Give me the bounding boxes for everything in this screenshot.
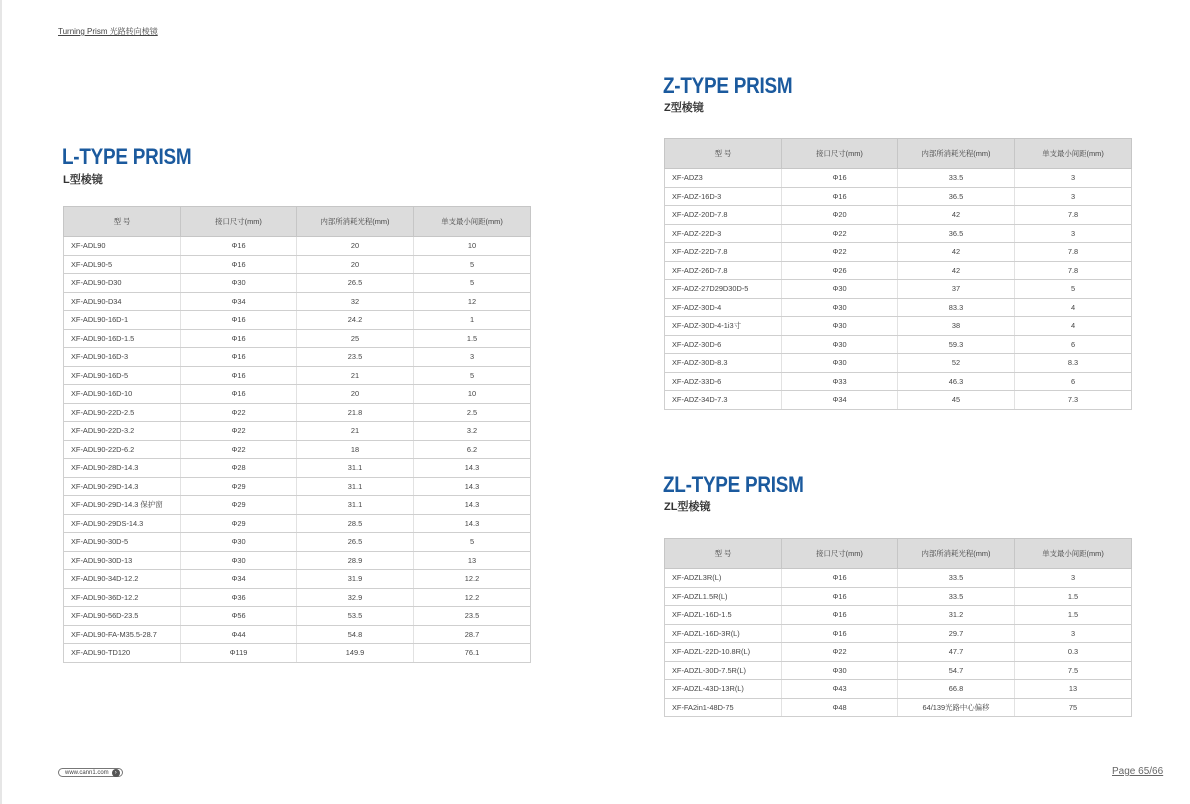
table-cell: 33.5 bbox=[898, 169, 1015, 188]
table-cell: 42 bbox=[898, 206, 1015, 225]
table-row bbox=[64, 348, 531, 367]
table-cell: XF-ADZL-16D-3R(L) bbox=[665, 624, 782, 643]
table-row bbox=[64, 644, 531, 663]
table-cell: 3 bbox=[1015, 624, 1132, 643]
table-cell: 14.3 bbox=[414, 477, 531, 496]
table-cell: Φ30 bbox=[181, 533, 297, 552]
table-cell: XF-ADZL-16D-1.5 bbox=[665, 606, 782, 625]
table-cell: 5 bbox=[414, 366, 531, 385]
table-cell: Φ30 bbox=[782, 354, 898, 373]
table-cell: Φ16 bbox=[181, 311, 297, 330]
table-cell: 18 bbox=[297, 440, 414, 459]
table-cell: Φ22 bbox=[181, 440, 297, 459]
table-row bbox=[64, 440, 531, 459]
table-cell: Φ34 bbox=[782, 391, 898, 410]
table-cell: XF-ADZL-30D-7.5R(L) bbox=[665, 661, 782, 680]
table-cell: XF-ADZ-30D-4-1i3寸 bbox=[665, 317, 782, 336]
table-cell: 2.5 bbox=[414, 403, 531, 422]
table-cell: 23.5 bbox=[414, 607, 531, 626]
table-cell: XF-ADL90-34D-12.2 bbox=[64, 570, 181, 589]
table-cell: XF-ADL90-56D-23.5 bbox=[64, 607, 181, 626]
table-cell: 3.2 bbox=[414, 422, 531, 441]
footer-website-link[interactable] bbox=[58, 768, 123, 777]
table-cell: 5 bbox=[414, 255, 531, 274]
table-cell: XF-ADZ-16D-3 bbox=[665, 187, 782, 206]
l-type-table bbox=[63, 206, 531, 663]
table-cell: XF-ADL90-TD120 bbox=[64, 644, 181, 663]
table-cell: 6 bbox=[1015, 335, 1132, 354]
table-cell: XF-ADZ3 bbox=[665, 169, 782, 188]
table-cell: 42 bbox=[898, 261, 1015, 280]
table-cell: 83.3 bbox=[898, 298, 1015, 317]
table-cell: 31.1 bbox=[297, 477, 414, 496]
table-cell: Φ43 bbox=[782, 680, 898, 699]
table-cell: XF-ADZ-34D-7.3 bbox=[665, 391, 782, 410]
table-cell: XF-ADZL-22D-10.8R(L) bbox=[665, 643, 782, 662]
table-cell: Φ30 bbox=[782, 317, 898, 336]
table-cell: XF-ADZ-30D-8.3 bbox=[665, 354, 782, 373]
table-cell: XF-ADL90-29DS-14.3 bbox=[64, 514, 181, 533]
table-cell: 1.5 bbox=[414, 329, 531, 348]
table-cell: Φ26 bbox=[782, 261, 898, 280]
table-cell: 32 bbox=[297, 292, 414, 311]
table-cell: Φ33 bbox=[782, 372, 898, 391]
zl-type-table bbox=[664, 538, 1132, 717]
table-cell: XF-ADL90-22D-3.2 bbox=[64, 422, 181, 441]
table-cell: Φ22 bbox=[782, 243, 898, 262]
table-cell: 10 bbox=[414, 385, 531, 404]
z-type-subtitle: Z型棱镜 bbox=[664, 102, 704, 114]
table-cell: 14.3 bbox=[414, 514, 531, 533]
table-cell: XF-ADL90-28D-14.3 bbox=[64, 459, 181, 478]
table-cell: Φ30 bbox=[782, 280, 898, 299]
table-cell: 1.5 bbox=[1015, 606, 1132, 625]
table-cell: 20 bbox=[297, 237, 414, 256]
table-cell: 25 bbox=[297, 329, 414, 348]
table-row bbox=[665, 372, 1132, 391]
table-cell: 4 bbox=[1015, 317, 1132, 336]
table-cell: Φ34 bbox=[181, 570, 297, 589]
column-header: 型 号 bbox=[665, 139, 782, 169]
zl-type-title: ZL-TYPE PRISM bbox=[663, 472, 804, 497]
table-cell: 33.5 bbox=[898, 587, 1015, 606]
table-row bbox=[64, 311, 531, 330]
table-cell: Φ16 bbox=[181, 329, 297, 348]
table-cell: Φ30 bbox=[181, 551, 297, 570]
column-header: 单支最小间距(mm) bbox=[414, 207, 531, 237]
table-row bbox=[64, 496, 531, 515]
table-cell: 3 bbox=[414, 348, 531, 367]
table-cell: XF-ADZL-43D-13R(L) bbox=[665, 680, 782, 699]
table-cell: 29.7 bbox=[898, 624, 1015, 643]
table-cell: XF-ADZ-20D-7.8 bbox=[665, 206, 782, 225]
table-cell: 36.5 bbox=[898, 187, 1015, 206]
table-cell: 8.3 bbox=[1015, 354, 1132, 373]
table-row bbox=[665, 280, 1132, 299]
table-cell: Φ28 bbox=[181, 459, 297, 478]
table-row bbox=[665, 698, 1132, 717]
table-row bbox=[665, 335, 1132, 354]
table-row bbox=[64, 607, 531, 626]
table-cell: 20 bbox=[297, 385, 414, 404]
table-cell: 33.5 bbox=[898, 569, 1015, 588]
table-row bbox=[665, 643, 1132, 662]
column-header: 接口尺寸(mm) bbox=[181, 207, 297, 237]
page-number: Page 65/66 bbox=[1112, 766, 1164, 777]
table-row bbox=[64, 255, 531, 274]
table-cell: XF-ADL90-D30 bbox=[64, 274, 181, 293]
table-cell: Φ29 bbox=[181, 514, 297, 533]
table-row bbox=[64, 570, 531, 589]
table-cell: Φ16 bbox=[181, 385, 297, 404]
column-header: 接口尺寸(mm) bbox=[782, 539, 898, 569]
table-cell: XF-ADL90 bbox=[64, 237, 181, 256]
table-cell: 10 bbox=[414, 237, 531, 256]
table-cell: 12 bbox=[414, 292, 531, 311]
table-cell: 1.5 bbox=[1015, 587, 1132, 606]
table-cell: XF-ADL90-30D-13 bbox=[64, 551, 181, 570]
table-cell: XF-ADL90-FA-M35.5-28.7 bbox=[64, 625, 181, 644]
footer-url-text: www.cann1.com bbox=[65, 769, 109, 776]
table-row bbox=[665, 298, 1132, 317]
table-cell: 5 bbox=[1015, 280, 1132, 299]
table-cell: Φ44 bbox=[181, 625, 297, 644]
table-cell: Φ16 bbox=[181, 348, 297, 367]
table-cell: XF-ADL90-22D-6.2 bbox=[64, 440, 181, 459]
table-row bbox=[64, 551, 531, 570]
table-cell: 42 bbox=[898, 243, 1015, 262]
column-header: 内部所消耗光程(mm) bbox=[898, 539, 1015, 569]
table-cell: XF-ADL90-36D-12.2 bbox=[64, 588, 181, 607]
table-cell: 14.3 bbox=[414, 496, 531, 515]
table-cell: XF-ADZ-30D-4 bbox=[665, 298, 782, 317]
table-cell: 7.8 bbox=[1015, 243, 1132, 262]
z-type-table bbox=[664, 138, 1132, 410]
table-cell: XF-ADZ-22D-3 bbox=[665, 224, 782, 243]
table-cell: XF-ADZ-30D-6 bbox=[665, 335, 782, 354]
table-row bbox=[665, 243, 1132, 262]
table-cell: 4 bbox=[1015, 298, 1132, 317]
table-cell: 66.8 bbox=[898, 680, 1015, 699]
table-cell: Φ16 bbox=[782, 587, 898, 606]
table-cell: 7.8 bbox=[1015, 206, 1132, 225]
table-cell: XF-ADL90-30D-5 bbox=[64, 533, 181, 552]
table-cell: 21 bbox=[297, 366, 414, 385]
table-cell: 3 bbox=[1015, 169, 1132, 188]
table-cell: Φ22 bbox=[782, 224, 898, 243]
table-cell: XF-ADZ-27D29D30D-5 bbox=[665, 280, 782, 299]
table-cell: 28.7 bbox=[414, 625, 531, 644]
table-cell: XF-ADL90-29D-14.3 保护窗 bbox=[64, 496, 181, 515]
table-row bbox=[64, 329, 531, 348]
table-row bbox=[64, 588, 531, 607]
table-cell: XF-ADL90-16D-1 bbox=[64, 311, 181, 330]
column-header: 型 号 bbox=[665, 539, 782, 569]
table-cell: 0.3 bbox=[1015, 643, 1132, 662]
table-row bbox=[665, 187, 1132, 206]
table-cell: Φ16 bbox=[181, 255, 297, 274]
table-cell: Φ29 bbox=[181, 496, 297, 515]
table-row bbox=[665, 317, 1132, 336]
table-cell: 31.1 bbox=[297, 459, 414, 478]
table-row bbox=[64, 625, 531, 644]
table-cell: 36.5 bbox=[898, 224, 1015, 243]
table-cell: 45 bbox=[898, 391, 1015, 410]
table-cell: Φ30 bbox=[782, 661, 898, 680]
table-cell: XF-ADZL1.5R(L) bbox=[665, 587, 782, 606]
table-cell: 31.1 bbox=[297, 496, 414, 515]
table-cell: 14.3 bbox=[414, 459, 531, 478]
table-row bbox=[64, 477, 531, 496]
table-cell: 21.8 bbox=[297, 403, 414, 422]
table-cell: XF-ADL90-D34 bbox=[64, 292, 181, 311]
table-cell: Φ22 bbox=[782, 643, 898, 662]
table-cell: 13 bbox=[1015, 680, 1132, 699]
table-cell: 47.7 bbox=[898, 643, 1015, 662]
table-cell: Φ16 bbox=[181, 237, 297, 256]
table-cell: Φ29 bbox=[181, 477, 297, 496]
table-row bbox=[665, 624, 1132, 643]
table-cell: 20 bbox=[297, 255, 414, 274]
table-header bbox=[665, 539, 1132, 569]
table-cell: XF-ADL90-22D-2.5 bbox=[64, 403, 181, 422]
table-cell: Φ16 bbox=[181, 366, 297, 385]
table-cell: XF-ADL90-16D-5 bbox=[64, 366, 181, 385]
table-row bbox=[64, 533, 531, 552]
table-cell: Φ20 bbox=[782, 206, 898, 225]
table-row bbox=[665, 569, 1132, 588]
table-cell: 64/139光路中心偏移 bbox=[898, 698, 1015, 717]
table-row bbox=[665, 661, 1132, 680]
table-cell: 76.1 bbox=[414, 644, 531, 663]
table-cell: 53.5 bbox=[297, 607, 414, 626]
table-cell: 7.3 bbox=[1015, 391, 1132, 410]
table-cell: 23.5 bbox=[297, 348, 414, 367]
table-cell: Φ22 bbox=[181, 403, 297, 422]
table-cell: 37 bbox=[898, 280, 1015, 299]
table-cell: XF-ADZ-33D-6 bbox=[665, 372, 782, 391]
table-row bbox=[64, 274, 531, 293]
table-header bbox=[665, 139, 1132, 169]
table-cell: 59.3 bbox=[898, 335, 1015, 354]
arrow-right-icon: › bbox=[112, 769, 120, 777]
table-cell: Φ56 bbox=[181, 607, 297, 626]
table-cell: XF-ADZ-22D-7.8 bbox=[665, 243, 782, 262]
table-cell: XF-ADL90-5 bbox=[64, 255, 181, 274]
table-cell: Φ30 bbox=[181, 274, 297, 293]
table-cell: 13 bbox=[414, 551, 531, 570]
breadcrumb-link[interactable]: Turning Prism 光路转向棱镜 bbox=[58, 27, 158, 36]
table-row bbox=[64, 292, 531, 311]
table-row bbox=[64, 459, 531, 478]
table-cell: 26.5 bbox=[297, 274, 414, 293]
table-row bbox=[665, 587, 1132, 606]
table-cell: 52 bbox=[898, 354, 1015, 373]
table-cell: 149.9 bbox=[297, 644, 414, 663]
table-cell: 75 bbox=[1015, 698, 1132, 717]
table-cell: 7.5 bbox=[1015, 661, 1132, 680]
table-cell: XF-ADZ-26D-7.8 bbox=[665, 261, 782, 280]
table-row bbox=[64, 385, 531, 404]
table-row bbox=[64, 403, 531, 422]
table-cell: 3 bbox=[1015, 569, 1132, 588]
table-cell: 7.8 bbox=[1015, 261, 1132, 280]
table-cell: Φ36 bbox=[181, 588, 297, 607]
column-header: 内部所消耗光程(mm) bbox=[297, 207, 414, 237]
table-row bbox=[665, 680, 1132, 699]
table-cell: XF-ADL90-16D-3 bbox=[64, 348, 181, 367]
table-cell: Φ16 bbox=[782, 606, 898, 625]
table-cell: 12.2 bbox=[414, 588, 531, 607]
table-cell: 28.9 bbox=[297, 551, 414, 570]
table-cell: Φ22 bbox=[181, 422, 297, 441]
z-type-title: Z-TYPE PRISM bbox=[663, 73, 793, 98]
table-cell: 12.2 bbox=[414, 570, 531, 589]
table-cell: Φ16 bbox=[782, 569, 898, 588]
table-cell: 28.5 bbox=[297, 514, 414, 533]
table-cell: 31.2 bbox=[898, 606, 1015, 625]
table-cell: 38 bbox=[898, 317, 1015, 336]
table-cell: Φ16 bbox=[782, 187, 898, 206]
table-cell: 24.2 bbox=[297, 311, 414, 330]
table-cell: XF-ADL90-16D-1.5 bbox=[64, 329, 181, 348]
table-cell: 3 bbox=[1015, 224, 1132, 243]
table-cell: XF-ADL90-16D-10 bbox=[64, 385, 181, 404]
l-type-title: L-TYPE PRISM bbox=[62, 144, 192, 169]
table-cell: 3 bbox=[1015, 187, 1132, 206]
table-cell: 54.7 bbox=[898, 661, 1015, 680]
table-cell: Φ16 bbox=[782, 169, 898, 188]
table-cell: Φ119 bbox=[181, 644, 297, 663]
table-row bbox=[665, 261, 1132, 280]
table-cell: 5 bbox=[414, 533, 531, 552]
table-cell: Φ48 bbox=[782, 698, 898, 717]
table-header bbox=[64, 207, 531, 237]
table-cell: Φ30 bbox=[782, 298, 898, 317]
table-cell: 21 bbox=[297, 422, 414, 441]
column-header: 接口尺寸(mm) bbox=[782, 139, 898, 169]
zl-type-subtitle: ZL型棱镜 bbox=[664, 501, 711, 513]
table-row bbox=[665, 606, 1132, 625]
table-cell: XF-ADZL3R(L) bbox=[665, 569, 782, 588]
table-cell: 31.9 bbox=[297, 570, 414, 589]
table-cell: Φ34 bbox=[181, 292, 297, 311]
table-cell: 6 bbox=[1015, 372, 1132, 391]
table-row bbox=[665, 391, 1132, 410]
page-edge bbox=[0, 0, 2, 804]
table-cell: 1 bbox=[414, 311, 531, 330]
table-row bbox=[665, 224, 1132, 243]
column-header: 单支最小间距(mm) bbox=[1015, 539, 1132, 569]
table-cell: 54.8 bbox=[297, 625, 414, 644]
table-row bbox=[665, 206, 1132, 225]
table-row bbox=[64, 514, 531, 533]
column-header: 单支最小间距(mm) bbox=[1015, 139, 1132, 169]
table-cell: Φ30 bbox=[782, 335, 898, 354]
table-cell: 32.9 bbox=[297, 588, 414, 607]
table-cell: 5 bbox=[414, 274, 531, 293]
table-cell: XF-FA2in1-48D-75 bbox=[665, 698, 782, 717]
column-header: 内部所消耗光程(mm) bbox=[898, 139, 1015, 169]
table-cell: 26.5 bbox=[297, 533, 414, 552]
table-cell: XF-ADL90-29D-14.3 bbox=[64, 477, 181, 496]
column-header: 型 号 bbox=[64, 207, 181, 237]
table-row bbox=[665, 354, 1132, 373]
table-row bbox=[64, 237, 531, 256]
table-cell: Φ16 bbox=[782, 624, 898, 643]
l-type-subtitle: L型棱镜 bbox=[63, 174, 103, 186]
table-cell: 46.3 bbox=[898, 372, 1015, 391]
table-row bbox=[665, 169, 1132, 188]
table-row bbox=[64, 366, 531, 385]
table-cell: 6.2 bbox=[414, 440, 531, 459]
table-row bbox=[64, 422, 531, 441]
